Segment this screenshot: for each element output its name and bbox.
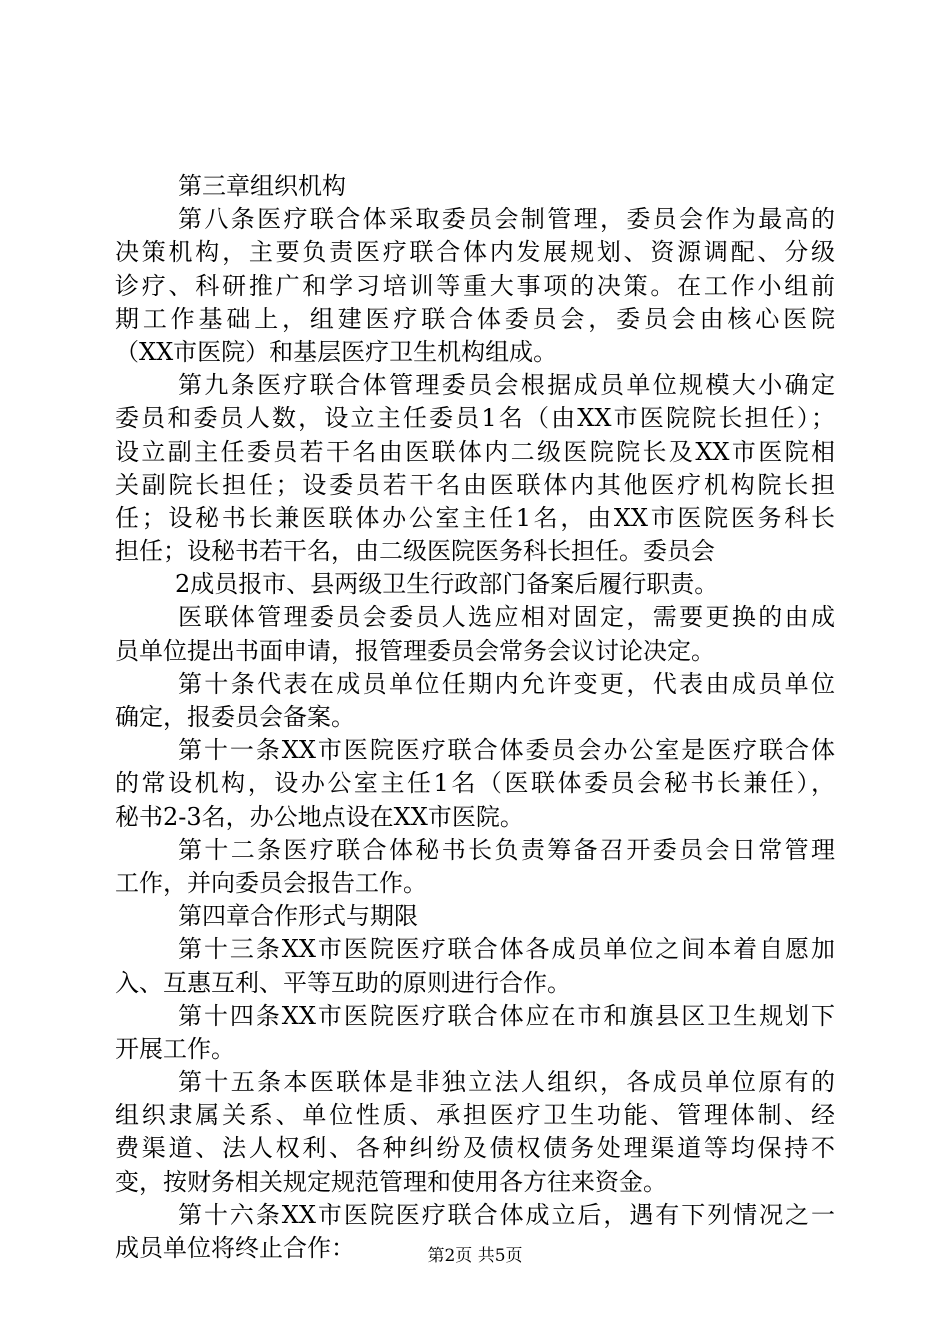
text-line: 诊疗、科研推广和学习培训等重大事项的决策。在工作小组前 [115, 271, 835, 300]
text-line: 设立副主任委员若干名由医联体内二级医院院长及XX市医院相 [115, 437, 835, 466]
text-line: 入、互惠互利、平等互助的原则进行合作。 [115, 968, 571, 997]
text-line: 第四章合作形式与期限 [178, 902, 418, 931]
text-line: 第十一条XX市医院医疗联合体委员会办公室是医疗联合体 [178, 736, 835, 765]
text-line: 确定，报委员会备案。 [115, 703, 355, 731]
text-line: 第三章组织机构 [178, 172, 346, 200]
text-line: 2成员报市、县两级卫生行政部门备案后履行职责。 [175, 570, 719, 599]
text-line: 工作，并向委员会报告工作。 [115, 868, 427, 897]
text-line: 担任；设秘书若干名，由二级医院医务科长担任。委员会 [115, 537, 715, 566]
text-line: 决策机构，主要负责医疗联合体内发展规划、资源调配、分级 [115, 238, 835, 267]
text-line: 变，按财务相关规定规范管理和使用各方往来资金。 [115, 1167, 667, 1196]
text-line: 开展工作。 [115, 1034, 235, 1063]
text-line: 第十条代表在成员单位任期内允许变更，代表由成员单位 [178, 669, 835, 698]
text-line: 医联体管理委员会委员人选应相对固定，需要更换的由成 [178, 603, 835, 632]
text-line: 组织隶属关系、单位性质、承担医疗卫生功能、管理体制、经 [115, 1101, 835, 1130]
text-line: 第十二条医疗联合体秘书长负责筹备召开委员会日常管理 [178, 835, 835, 864]
text-line: 第八条医疗联合体采取委员会制管理，委员会作为最高的 [178, 205, 835, 234]
document-body [115, 170, 835, 1265]
text-line: 期工作基础上，组建医疗联合体委员会，委员会由核心医院 [115, 304, 835, 333]
text-line: 第十三条XX市医院医疗联合体各成员单位之间本着自愿加 [178, 935, 835, 964]
page-footer: 第2页 共5页 [427, 1246, 523, 1266]
text-line: 费渠道、法人权利、各种纠纷及债权债务处理渠道等均保持不 [115, 1134, 835, 1163]
text-line: 第十六条XX市医院医疗联合体成立后，遇有下列情况之一 [178, 1200, 835, 1229]
text-line: 成员单位将终止合作： [115, 1234, 355, 1262]
text-line: （XX市医院）和基层医疗卫生机构组成。 [115, 337, 558, 366]
text-line: 关副院长担任；设委员若干名由医联体内其他医疗机构院长担 [115, 470, 835, 499]
text-line: 的常设机构，设办公室主任1名（医联体委员会秘书长兼任）， [115, 769, 835, 798]
text-line: 第十四条XX市医院医疗联合体应在市和旗县区卫生规划下 [178, 1001, 835, 1030]
text-line: 委员和委员人数，设立主任委员1名（由XX市医院院长担任）； [115, 404, 835, 433]
text-line: 第九条医疗联合体管理委员会根据成员单位规模大小确定 [178, 371, 835, 400]
text-line: 第十五条本医联体是非独立法人组织，各成员单位原有的 [178, 1068, 835, 1097]
text-line: 任；设秘书长兼医联体办公室主任1名，由XX市医院医务科长 [115, 503, 835, 532]
text-line: 员单位提出书面申请，报管理委员会常务会议讨论决定。 [115, 636, 715, 665]
text-line: 秘书2-3名，办公地点设在XX市医院。 [115, 802, 524, 831]
